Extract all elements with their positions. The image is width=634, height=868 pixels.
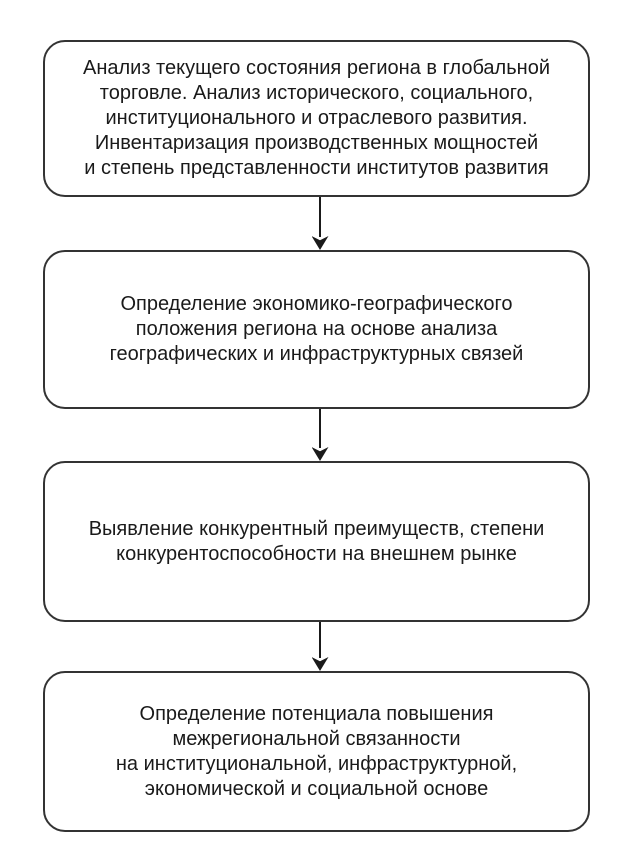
step-text-line: Инвентаризация производственных мощностей <box>94 132 539 154</box>
step-text-line: на институциональной, инфраструктурной, <box>115 752 518 775</box>
arrow-line <box>319 622 321 658</box>
step-text-line: Определение потенциала повышения <box>139 702 494 725</box>
step-text-line: Выявление конкурентный преимуществ, степени <box>88 517 545 540</box>
down-arrow-icon <box>312 236 329 250</box>
step-text-line: Анализ текущего состояния региона в глобальной <box>82 57 550 79</box>
step-text-line: экономической и социальной основе <box>144 777 489 800</box>
step-text-line: географических и инфраструктурных связей <box>109 343 524 365</box>
arrow-line <box>319 197 321 237</box>
flowchart-step-2 <box>43 250 590 409</box>
step-text-line: и степень представленности институтов развития <box>84 157 549 179</box>
step-text-line: Определение экономико-географического <box>120 293 513 315</box>
flowchart-step-4 <box>43 671 590 832</box>
step-text-line: институционального и отраслевого развития. <box>105 107 528 129</box>
step-text-line: межрегиональной связанности <box>172 727 461 750</box>
flow-arrow-1 <box>311 197 329 250</box>
down-arrow-icon <box>312 447 329 461</box>
arrow-line <box>319 409 321 448</box>
down-arrow-icon <box>312 657 329 671</box>
flow-arrow-2 <box>311 409 329 461</box>
flow-arrow-3 <box>311 622 329 671</box>
flowchart-step-3 <box>43 461 590 622</box>
step-text-line: конкурентоспособности на внешнем рынке <box>116 542 517 565</box>
step-text-line: положения региона на основе анализа <box>135 318 498 340</box>
flowchart-step-1 <box>43 40 590 197</box>
step-text-line: торговле. Анализ исторического, социального, <box>99 82 534 104</box>
